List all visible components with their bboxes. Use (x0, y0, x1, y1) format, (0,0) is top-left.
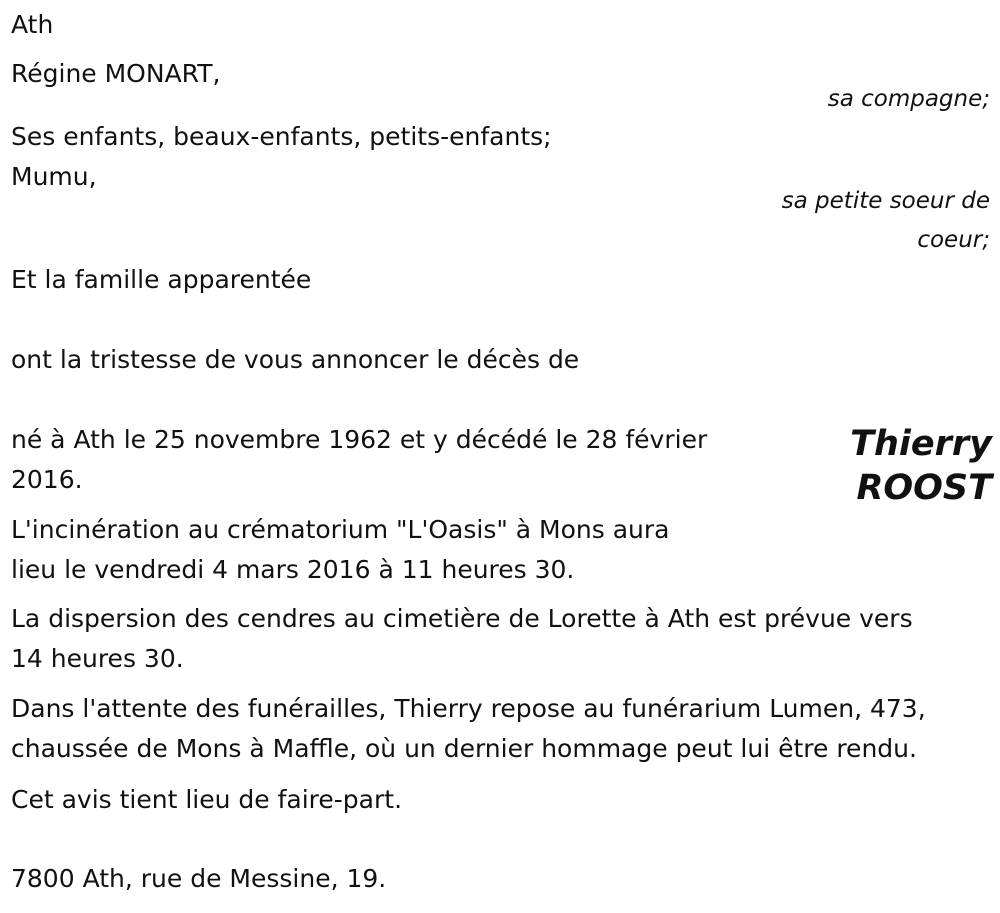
dispersion-line-2: 14 heures 30. (11, 644, 184, 673)
birth-death-paragraph (11, 420, 707, 500)
deceased-last-name: ROOST (856, 468, 992, 508)
deceased-first-name: Thierry (850, 424, 992, 464)
sister-role-line-1: sa petite soeur de (781, 188, 990, 214)
city-heading: Ath (11, 10, 54, 39)
dispersion-paragraph (11, 599, 913, 679)
funeral-line-2: chaussée de Mons à Maffle, où un dernier hommage peut lui être rendu. (11, 734, 917, 763)
children-line: Ses enfants, beaux-enfants, petits-enfants; (11, 122, 552, 151)
sister-role-line-2: coeur; (917, 227, 990, 253)
cremation-line-1: L'incinération au crématorium "L'Oasis" à Mons aura (11, 515, 670, 544)
family-line: Et la famille apparentée (11, 265, 312, 294)
notice-line: Cet avis tient lieu de faire-part. (11, 785, 403, 814)
birth-line-2: 2016. (11, 465, 83, 494)
funeral-line-1: Dans l'attente des funérailles, Thierry repose au funérarium Lumen, 473, (11, 694, 926, 723)
companion-role: sa compagne; (827, 86, 990, 112)
sister-name: Mumu, (11, 162, 97, 191)
cremation-paragraph (11, 510, 670, 590)
cremation-line-2: lieu le vendredi 4 mars 2016 à 11 heures 30. (11, 555, 575, 584)
companion-name: Régine MONART, (11, 59, 221, 88)
funeral-paragraph (11, 689, 926, 769)
dispersion-line-1: La dispersion des cendres au cimetière de Lorette à Ath est prévue vers (11, 604, 913, 633)
birth-line-1: né à Ath le 25 novembre 1962 et y décédé le 28 février (11, 425, 708, 454)
deceased-name (850, 422, 992, 510)
address-line: 7800 Ath, rue de Messine, 19. (11, 864, 387, 893)
announcement-line: ont la tristesse de vous annoncer le décès de (11, 345, 580, 374)
